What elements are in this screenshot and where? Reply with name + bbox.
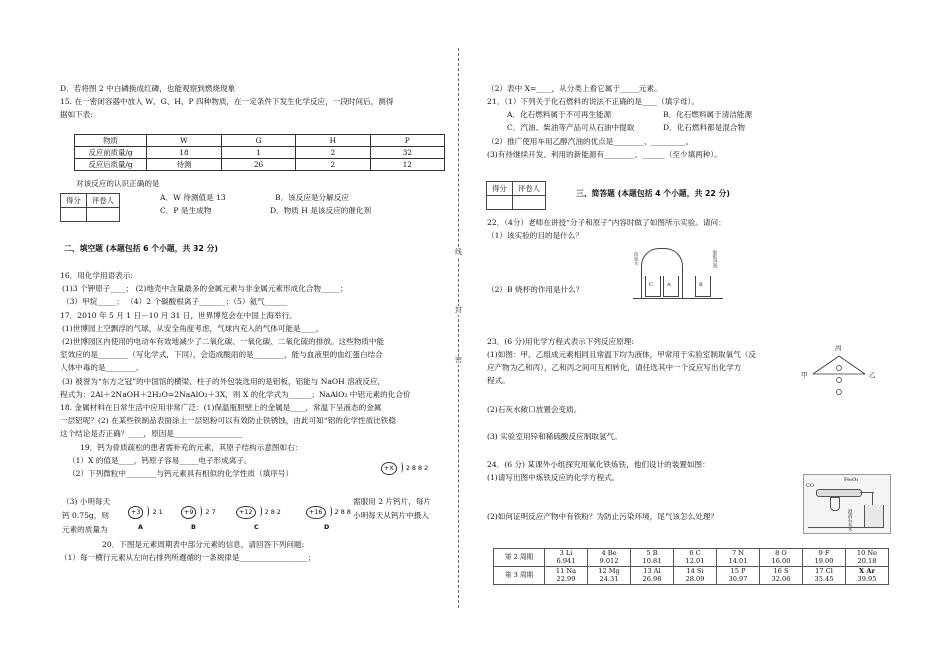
q21-option-a: A．化石燃料属于不可再生能源 — [507, 110, 612, 119]
table-cell: 26 — [221, 159, 295, 171]
q19-line: 需服用 2 片钙片，每片 — [353, 497, 432, 506]
atomic-mass: 9.012 — [599, 556, 619, 565]
table-cell: 反应前质量/g — [75, 147, 147, 159]
shell-arc-icon — [328, 506, 332, 517]
left-column — [60, 0, 445, 658]
score-label: 得分 — [487, 182, 513, 196]
atomic-mass: 28.09 — [685, 574, 705, 583]
element-cell — [803, 567, 846, 585]
figure-label: CO — [806, 483, 814, 489]
score-box — [486, 181, 546, 210]
iron-smelting-apparatus-figure — [803, 474, 891, 534]
atom-diagram-b — [181, 506, 216, 531]
table-cell: 2 — [296, 159, 370, 171]
q20-line: （1）每一横行元素从左向右排列所遵循的一条规律是__________________； — [60, 553, 316, 562]
atomic-mass: 32.06 — [771, 574, 791, 583]
element-cell — [803, 549, 846, 567]
figure-label: 酚酞溶液 — [712, 250, 718, 268]
q19-line: 元素的质量为 — [62, 525, 108, 534]
element-symbol: 4 Be — [601, 549, 617, 557]
element-cell — [846, 567, 889, 585]
q21-option-d: D．化石燃料都是混合物 — [663, 123, 746, 132]
element-cell — [631, 549, 674, 567]
element-symbol: 16 S — [773, 567, 789, 576]
glass-tube-icon — [816, 489, 862, 497]
table-cell: 18 — [147, 147, 222, 159]
element-symbol: 5 B — [646, 549, 658, 557]
table-row — [494, 549, 889, 567]
q20-stem: 20．下图是元素周期表中部分元素的信息，请回答下列问题: — [102, 540, 305, 549]
q21-option-b: B．化石燃料属于清洁能源 — [663, 110, 753, 119]
element-symbol: 6 C — [689, 549, 701, 557]
q23-stem: 23．(6 分)用化学方程式表示下列反应原理: — [487, 337, 634, 346]
atom-nucleus: +12 — [236, 506, 256, 519]
element-symbol: 9 F — [818, 549, 830, 557]
q21-option-c: C．汽油、柴油等产品可从石油中提取 — [507, 123, 635, 132]
atomic-mass: 6.941 — [556, 556, 576, 565]
atom-nucleus: +3 — [128, 506, 143, 519]
figure-label: Fe₂O₃ — [844, 477, 859, 483]
table-header: W — [147, 135, 222, 147]
node-label: 丙 — [835, 344, 842, 352]
q15-question: 对该反应的认识正确的是 — [76, 179, 160, 188]
section-2-title: 二、填空题 (本题包括 6 个小题，共 32 分) — [64, 244, 218, 253]
q18-line: 这个结论是否正确？____，原因是__________________ — [60, 429, 243, 438]
figure-label: 澄清石灰水 — [847, 509, 853, 532]
transformation-triangle-diagram — [803, 346, 875, 402]
molecule-icon — [837, 366, 842, 371]
atomic-mass: 35.45 — [814, 574, 834, 583]
q15-option-a: A．W 待测值是 13 — [160, 193, 226, 202]
atomic-mass: 16.00 — [771, 556, 791, 565]
atomic-mass: 12.01 — [685, 556, 705, 565]
element-cell — [760, 567, 803, 585]
shell-arc-icon — [258, 506, 262, 517]
table-cell: 2 — [296, 147, 370, 159]
q16-line: (1)3 个钾原子____； (2)地壳中含量最多的金属元素与非金属元素形成化合物_____； — [62, 284, 348, 293]
grader-cell — [86, 208, 119, 222]
atomic-mass: 20.18 — [857, 556, 877, 565]
section-3-title: 三、简答题 (本题包括 4 个小题，共 22 分) — [576, 189, 730, 198]
atomic-mass: 24.31 — [599, 574, 619, 583]
table-header: P — [370, 135, 444, 147]
beaker-icon — [695, 276, 711, 297]
right-column — [483, 0, 893, 658]
q23-line: (2)石灰水敞口放置会变质。 — [487, 405, 582, 414]
q16-stem: 16．用化学用语表示: — [60, 271, 133, 280]
atomic-mass: 14.01 — [728, 556, 748, 565]
atom-shells: 2 7 — [205, 508, 216, 516]
stand-base — [808, 527, 884, 528]
table-header: 物质 — [75, 135, 147, 147]
element-symbol: 14 Si — [686, 567, 704, 576]
score-label: 得分 — [61, 194, 87, 208]
table-cell: 1 — [221, 147, 295, 159]
element-cell — [846, 549, 889, 567]
table-cell: 12 — [370, 159, 444, 171]
atom-label: C — [254, 523, 259, 531]
q22-stem: 22．（4分）老师在讲授“分子和原子”内容时做了如图所示实验。请问： — [487, 218, 726, 227]
q14-option-d: D．若将图 2 中白磷换成红磷，也能观察到燃烧现象 — [60, 84, 236, 93]
q15-option-b: B．该反应是分解反应 — [275, 193, 349, 202]
element-symbol: 17 Cl — [815, 567, 833, 576]
grader-label: 评卷人 — [86, 194, 119, 208]
q17-line: (2)世博园区内使用的电动车有效地减少了二氧化碳、一氧化碳、二氧化硫的排放。这些物质中能 — [62, 337, 385, 346]
reaction-arrow — [813, 356, 839, 374]
q20-line: （2）表中 X=____，从分类上看它属于_____元素。 — [487, 84, 662, 93]
atomic-mass: 19.00 — [814, 556, 834, 565]
element-symbol: X Ar — [858, 567, 875, 576]
beaker-experiment-figure — [633, 246, 725, 302]
score-cell — [487, 196, 513, 210]
table-surface — [633, 298, 723, 299]
q24-stem: 24．(6 分) 某课外小组探究用氧化铁炼铁，他们设计的装置如图： — [487, 460, 710, 469]
atom-shells: 2 1 — [152, 508, 163, 516]
element-symbol: 13 Al — [643, 567, 661, 576]
atom-shells: 2 8 8 — [334, 508, 351, 516]
binding-mark: 线 — [455, 248, 462, 256]
element-cell — [760, 549, 803, 567]
period-label: 第 3 周期 — [494, 567, 545, 585]
element-symbol: 3 Li — [559, 549, 573, 557]
beaker-label: C — [649, 282, 653, 288]
q19-line: 钙 0.75g，则 — [62, 511, 109, 520]
flask-icon — [864, 505, 884, 528]
element-cell — [588, 567, 631, 585]
q19-stem: 19．钙为骨质疏松的患者需补充的元素，其原子结构示意图如右： — [80, 443, 303, 452]
beaker-label: A — [667, 282, 671, 288]
q23-line: (3) 实验室用锌和稀硫酸反应制取氢气。 — [487, 432, 622, 441]
q17-line: 室效应的是________（写化学式，下同），会造成酸雨的是________，能与血液里的血红蛋白结合 — [60, 350, 383, 359]
binding-mark: 封 — [455, 306, 462, 314]
atom-nucleus: +X — [381, 462, 397, 475]
element-symbol: 11 Na — [555, 567, 577, 576]
table-cell: 32 — [370, 147, 444, 159]
q15-option-c: C．P 是生成物 — [160, 206, 212, 215]
q17-line: 程式为：2Al＋2NaOH＋2H₂O=2NaAlO₂＋3X，则 X 的化学式为______；NaAlO₂ 中铝元素的化合价 — [60, 390, 411, 399]
table-row — [75, 147, 445, 159]
atomic-mass: 30.97 — [728, 574, 748, 583]
q17-line: (1)世博园上空飘浮的气球，从安全角度考虑，气球内充入的气体可能是____。 — [62, 324, 324, 333]
q17-stem: 17．2010 年 5 月 1 日－10 月 31 日，世界博览会在中国上海举行。 — [60, 311, 297, 320]
q18-line: 一层铝呢？(2) 在某些铁制品表面涂上一层铝粉可以有效防止铁锈蚀，由此可知“铝的化学性质比铁稳 — [60, 416, 396, 425]
q19-line: （3) 小明每天 — [62, 497, 111, 506]
table-row — [75, 159, 445, 171]
shell-arc-icon — [145, 506, 149, 517]
element-cell — [545, 549, 588, 567]
atom-label: D — [324, 523, 330, 531]
atom-nucleus: +9 — [181, 506, 196, 519]
q21-line: （2）推广使用车用乙醇汽油的优点是________、_________。 — [487, 137, 694, 146]
q22-line: （2）B 烧杯的作用是什么？ — [487, 285, 584, 294]
score-cell — [61, 208, 87, 222]
element-cell — [717, 549, 760, 567]
q23-line: (1)如图：甲、乙组成元素相同且常温下均为液体，甲常用于实验室制取氧气（反 — [487, 350, 756, 359]
element-symbol: 15 P — [730, 567, 746, 576]
atom-diagram-a — [128, 506, 163, 531]
molecule-icon — [837, 390, 842, 395]
q23-line: 应产物为乙和丙），乙和丙之间可互相转化，请任选其中一个反应写出化学方 — [487, 363, 742, 372]
atomic-mass: 26.98 — [642, 574, 662, 583]
periodic-table-excerpt — [493, 548, 889, 585]
table-header: H — [296, 135, 370, 147]
q17-line: 人体中毒的是________。 — [60, 363, 144, 372]
element-cell — [631, 567, 674, 585]
atom-diagram-d — [306, 506, 351, 531]
element-cell — [588, 549, 631, 567]
element-cell — [674, 567, 717, 585]
q16-line: （3）甲烷_____； （4）2 个碳酸根离子_______；（5）氦气______ — [62, 297, 288, 306]
element-symbol: 8 O — [775, 549, 787, 557]
q19-line: （1）X 的值是____，钙原子容易_____电子形成离子。 — [68, 456, 252, 465]
figure-label: 浓氨水 — [633, 252, 639, 266]
atomic-mass: 22.99 — [556, 574, 576, 583]
q15-option-d: D．物质 H 是该反应的催化剂 — [270, 206, 372, 215]
element-cell — [674, 549, 717, 567]
q21-stem: 21．（1）下列关于化石燃料的说法不正确的是____（填字母）。 — [487, 97, 699, 106]
node-label: 乙 — [869, 371, 876, 379]
beaker-label: B — [699, 282, 703, 288]
atom-label: A — [138, 523, 143, 531]
atomic-mass: 39.95 — [857, 574, 877, 583]
element-symbol: 7 N — [731, 549, 745, 557]
element-symbol: 10 Ne — [856, 549, 878, 557]
q17-line: (3) 被誉为“东方之冠”的中国馆的横梁、柱子的外包装选用的是铝板，铝能与 NaOH 溶液反应， — [62, 377, 386, 386]
molecule-icon — [837, 378, 842, 383]
q15-stem-2: 据如下表: — [60, 110, 93, 119]
atom-shells: 2 8 2 — [264, 508, 281, 516]
table-header: G — [221, 135, 295, 147]
atom-diagram-c — [236, 506, 281, 531]
atom-label: B — [191, 523, 196, 531]
shell-arc-icon — [399, 462, 403, 473]
score-box — [60, 193, 120, 222]
q21-line: (3)有待继续开发、利用的新能源有________、______（至少填两种）。 — [487, 150, 722, 159]
shell-arc-icon — [198, 506, 202, 517]
beaker-icon — [663, 276, 679, 297]
burner-icon — [830, 497, 840, 511]
q22-line: （1）该实验的目的是什么？ — [487, 231, 583, 240]
q19-line: （2）下列微粒中________与钙元素具有相似的化学性质（填序号） — [68, 469, 294, 478]
element-cell — [545, 567, 588, 585]
binding-mark: 密 — [455, 356, 462, 364]
reaction-arrow — [839, 356, 865, 374]
element-symbol: 12 Mg — [598, 567, 620, 576]
table-cell: 反应后质量/g — [75, 159, 147, 171]
q24-line: (2)如何证明反应产物中有铁粉？为防止污染环境，尾气该怎么处理？ — [487, 512, 718, 521]
binding-line — [458, 48, 459, 608]
period-label: 第 2 周期 — [494, 549, 545, 567]
beaker-icon — [645, 276, 661, 297]
atom-nucleus: +16 — [306, 506, 326, 519]
table-cell: 待测 — [147, 159, 222, 171]
atomic-mass: 10.81 — [642, 556, 662, 565]
q18-stem: 18. 金属材料在日常生活中应用非常广泛：(1)保温瓶胆壁上的金属是____，常温下呈液态的金属 — [60, 403, 382, 412]
node-label: 甲 — [801, 371, 808, 379]
grader-label: 评卷人 — [512, 182, 545, 196]
table-row — [494, 567, 889, 585]
atom-shells: 2 8 8 2 — [405, 464, 429, 472]
q23-line: 程式。 — [487, 376, 510, 385]
q15-table — [74, 134, 445, 171]
grader-cell — [512, 196, 545, 210]
q24-line: (1)请写出图中炼铁反应的化学方程式。 — [487, 473, 620, 482]
calcium-atom-diagram — [381, 462, 428, 475]
element-cell — [717, 567, 760, 585]
q19-line: 小明每天从钙片中摄入 — [353, 511, 429, 520]
q15-stem: 15. 在一密闭容器中放入 W、G、H、P 四种物质，在一定条件下发生化学反应，一段时间后，测得 — [60, 97, 394, 106]
